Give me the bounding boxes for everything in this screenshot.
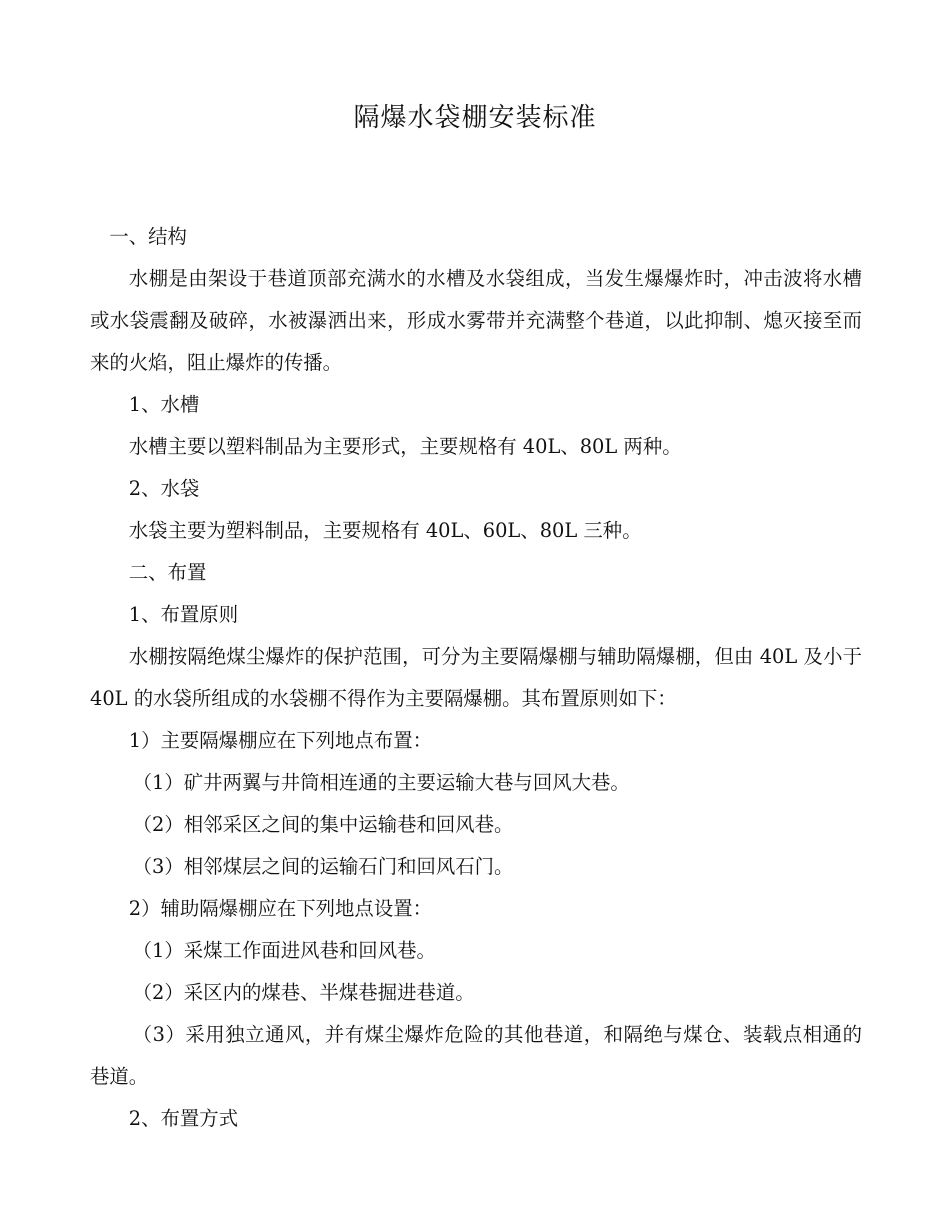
- list-heading-main-barrier: 1）主要隔爆棚应在下列地点布置：: [128, 729, 432, 752]
- list-item: （2）采区内的煤巷、半煤巷掘进巷道。: [132, 981, 475, 1004]
- list-item: （1）矿井两翼与井筒相连通的主要运输大巷与回风大巷。: [132, 771, 630, 794]
- paragraph-water-bag: 水袋主要为塑料制品，主要规格有 40L、60L、80L 三种。: [128, 519, 642, 542]
- list-item: （1）采煤工作面进风巷和回风巷。: [132, 939, 436, 962]
- section-heading-structure: 一、结构: [109, 225, 187, 248]
- subheading-layout-method: 2、布置方式: [128, 1107, 239, 1130]
- subheading-water-bag: 2、水袋: [128, 477, 200, 500]
- list-heading-auxiliary-barrier: 2）辅助隔爆棚应在下列地点设置：: [128, 897, 432, 920]
- paragraph-layout-principles: 水棚按隔绝煤尘爆炸的保护范围，可分为主要隔爆棚与辅助隔爆棚，但由 40L 及小于 40L 的水袋所组成的水袋棚不得作为主要隔爆棚。其布置原则如下：: [90, 645, 862, 710]
- paragraph-water-trough: 水槽主要以塑料制品为主要形式，主要规格有 40L、80L 两种。: [128, 435, 682, 458]
- list-item: （3）相邻煤层之间的运输石门和回风石门。: [132, 855, 514, 878]
- list-item: （3）采用独立通风，并有煤尘爆炸危险的其他巷道，和隔绝与煤仓、装载点相通的巷道。: [90, 1023, 862, 1088]
- paragraph-structure-description: 水棚是由架设于巷道顶部充满水的水槽及水袋组成，当发生爆爆炸时，冲击波将水槽或水袋震翻及破碎，水被瀑洒出来，形成水雾带并充满整个巷道，以此抑制、熄灭接至而来的火焰，阻止爆炸的传播。: [90, 267, 862, 374]
- document-title: 隔爆水袋棚安装标准: [353, 103, 597, 133]
- document-body: [90, 216, 862, 1140]
- subheading-layout-principles: 1、布置原则: [128, 603, 239, 626]
- section-heading-layout: 二、布置: [128, 561, 207, 584]
- subheading-water-trough: 1、水槽: [128, 393, 200, 416]
- list-item: （2）相邻采区之间的集中运输巷和回风巷。: [132, 813, 514, 836]
